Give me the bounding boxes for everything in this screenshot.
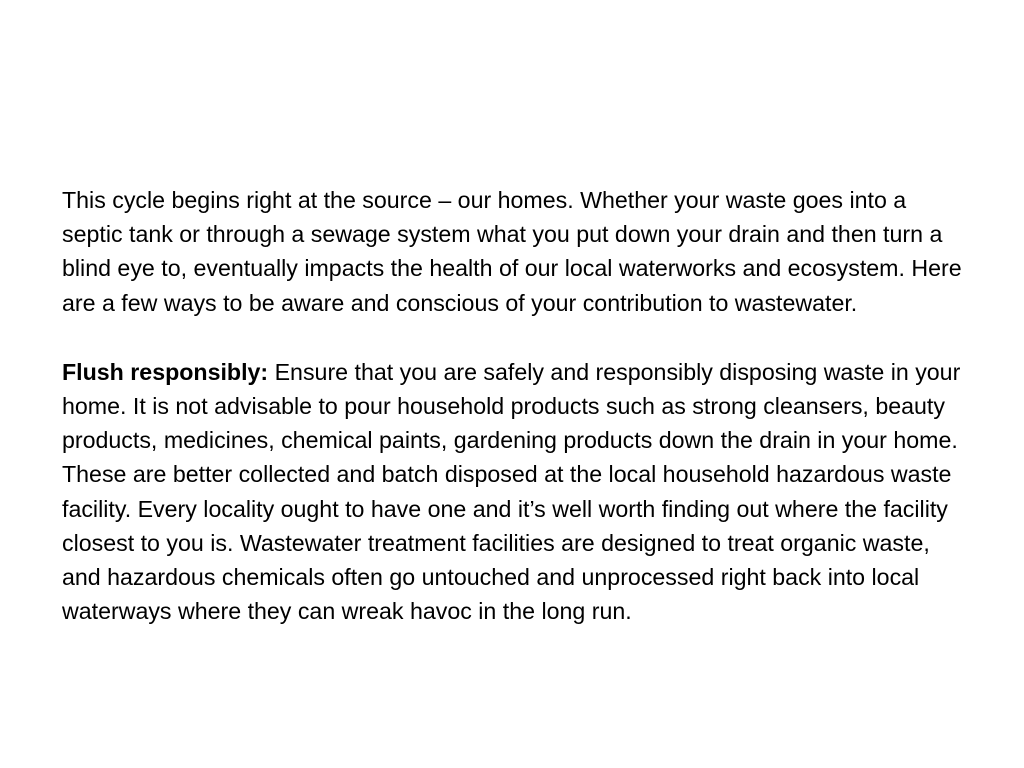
intro-paragraph (62, 183, 962, 320)
slide-body (62, 183, 962, 628)
flush-responsibly-text: Ensure that you are safely and responsibly disposing waste in your home. It is not advisable to pour household products such as strong cleansers, beauty products, medicines, chemical paints, gardening products down the drain in your home. These are better collected and batch disposed at the local household hazardous waste facility. Every locality ought to have one and it’s well worth finding out where the facility closest to you is. Wastewater treatment facilities are designed to treat organic waste, and hazardous chemicals often go untouched and unprocessed right back into local waterways where they can wreak havoc in the long run. (62, 358, 961, 625)
flush-responsibly-paragraph (62, 355, 962, 629)
intro-paragraph-text: This cycle begins right at the source – our homes. Whether your waste goes into a septic tank or through a sewage system what you put down your drain and then turn a blind eye to, eventually impacts the health of our local waterworks and ecosystem. Here are a few ways to be aware and conscious of your contribution to wastewater. (62, 187, 962, 316)
flush-responsibly-heading: Flush responsibly: (62, 358, 269, 385)
